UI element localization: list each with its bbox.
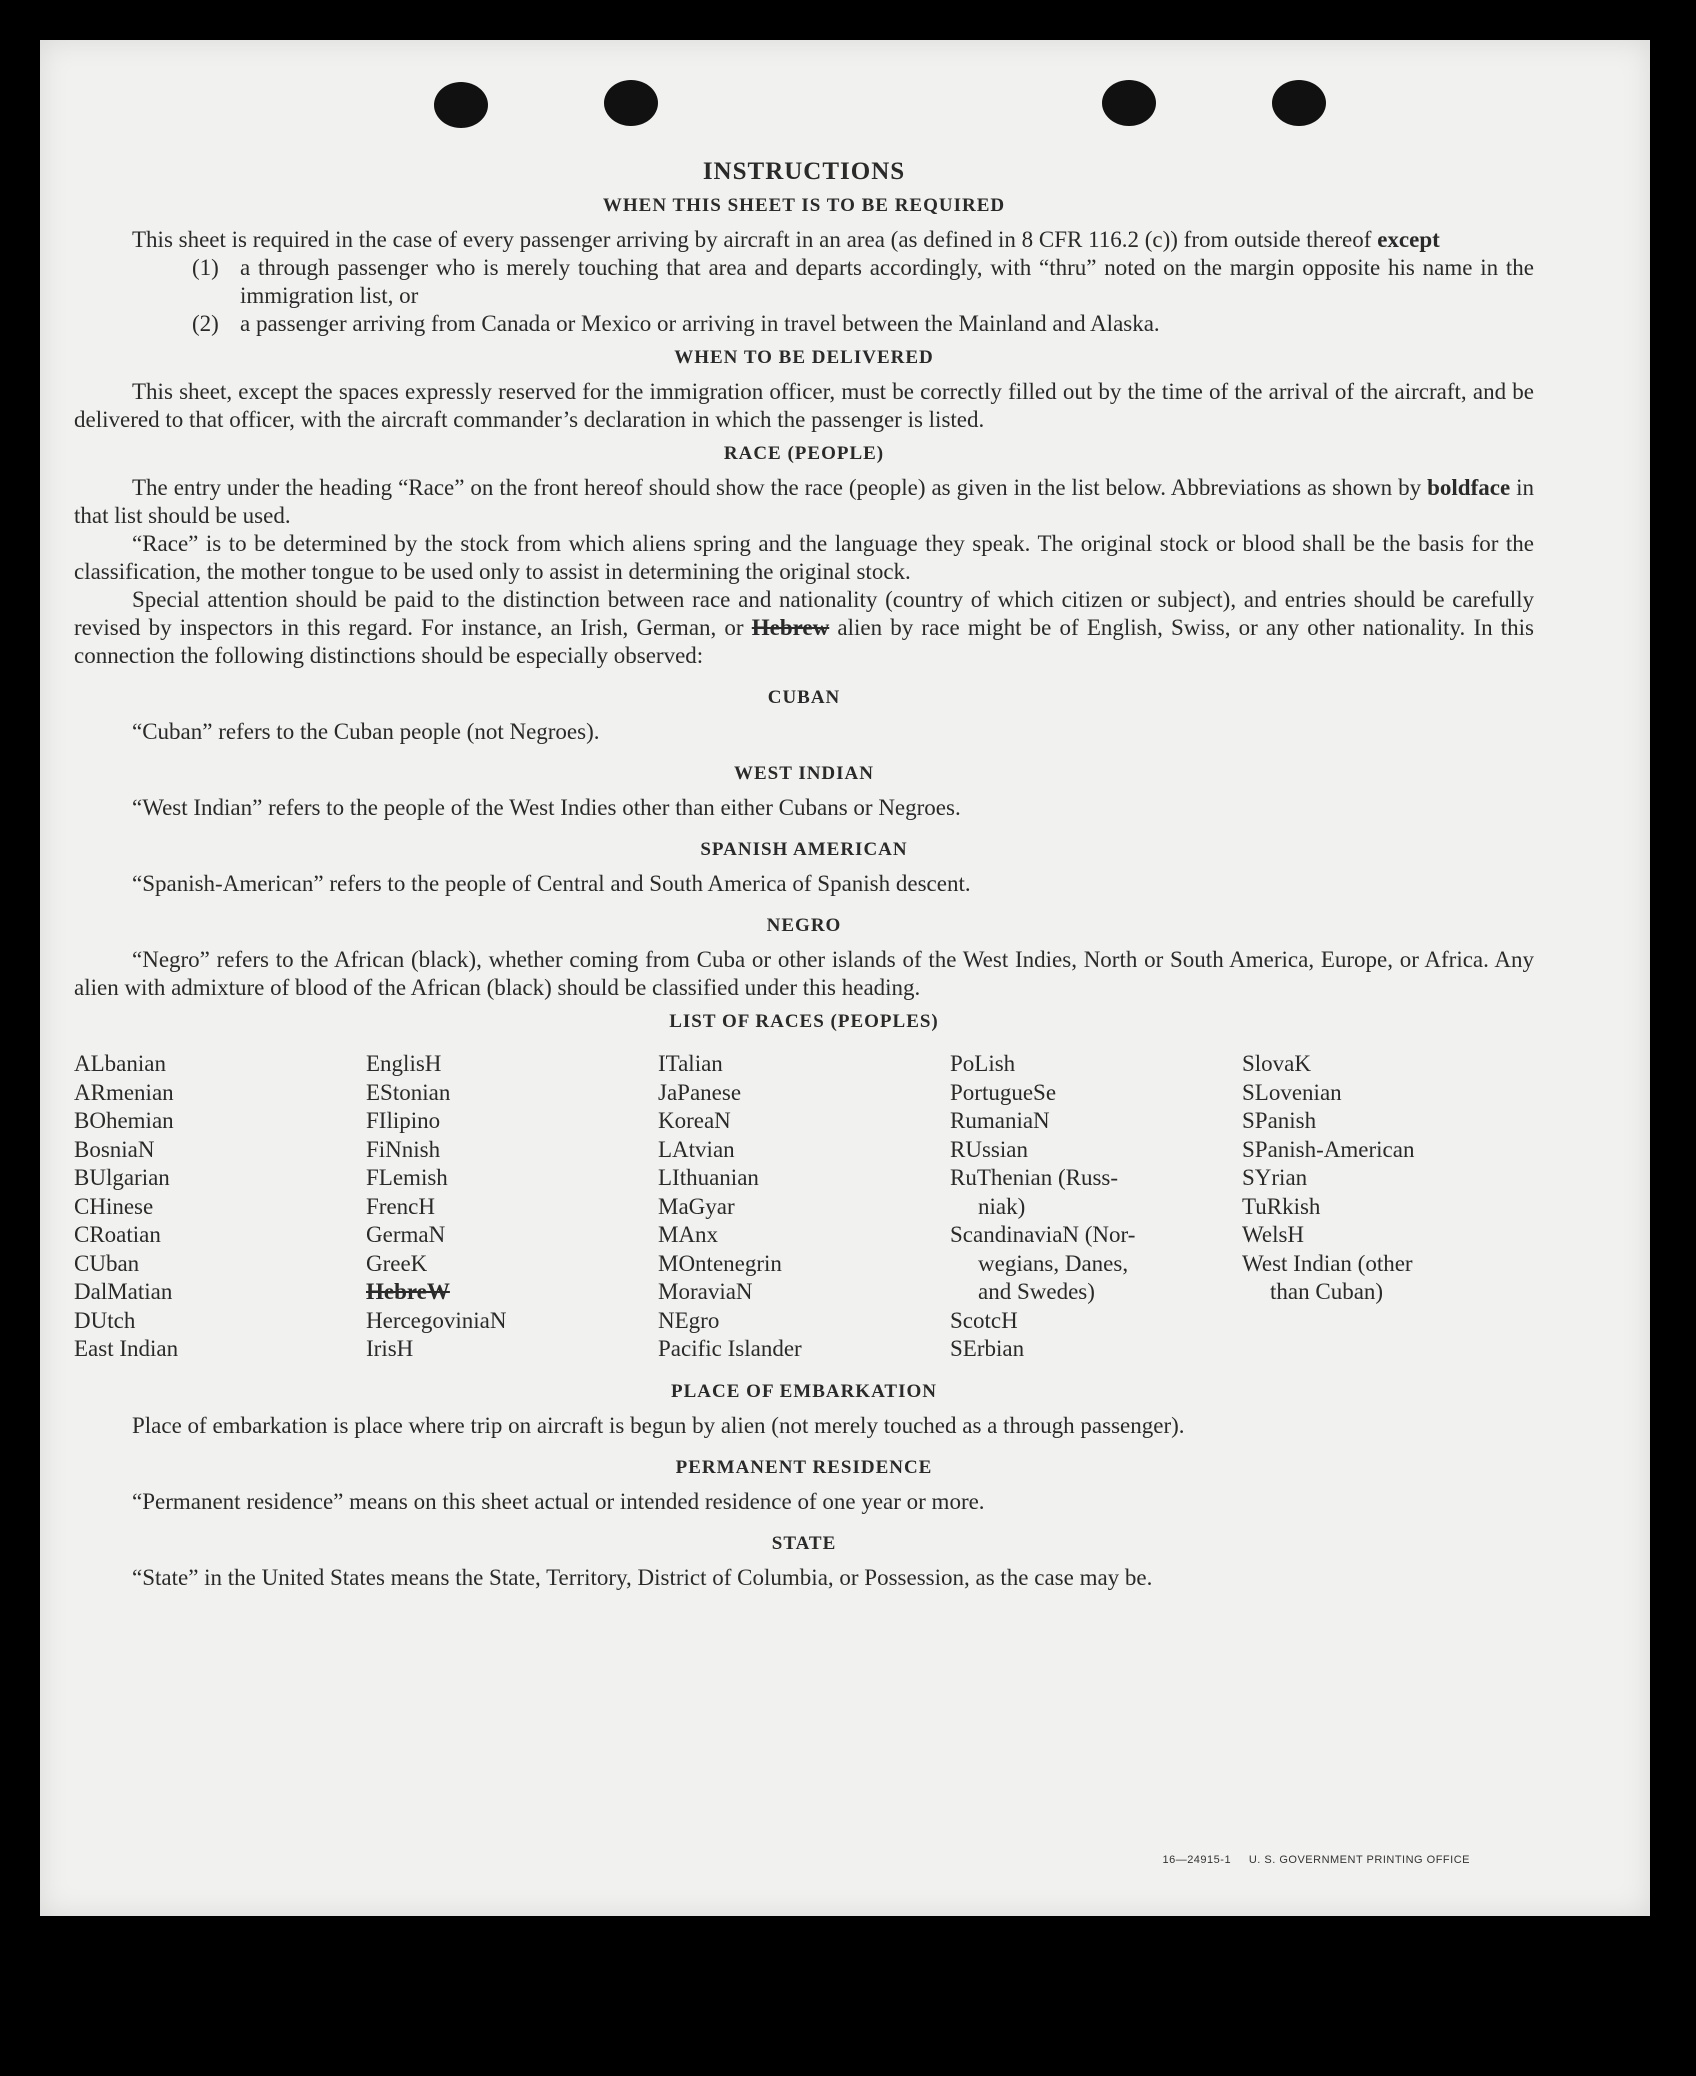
race-entry: MaGyar: [658, 1193, 735, 1219]
races-column: [1242, 1050, 1534, 1364]
race-entry: SLovenian: [1242, 1079, 1342, 1105]
race-entry: ScandinaviaN (Nor-: [950, 1222, 1136, 1247]
required-intro-text: This sheet is required in the case of every passenger arriving by aircraft in an area (as defined in 8 CFR 116.2 (c)) from outside thereof: [132, 227, 1372, 252]
race-entry: GermaN: [366, 1222, 446, 1247]
race-entry: FiNnish: [366, 1136, 441, 1162]
race-entry: DUtch: [74, 1307, 136, 1333]
race-p3-b: alien by race might be of English, Swiss, or any other nationality. In this connection the following distinctions should be especially observed:: [74, 615, 1535, 668]
race-entry: PoLish: [950, 1051, 1016, 1076]
item-text: a passenger arriving from Canada or Mexico or arriving in travel between the Mainland and Alaska.: [240, 311, 1160, 336]
race-entry: CRoatian: [74, 1222, 161, 1247]
heading-negro: NEGRO: [766, 915, 842, 936]
cuban-text: “Cuban” refers to the Cuban people (not Negroes).: [132, 719, 600, 744]
struck-word: Hebrew: [751, 615, 830, 640]
race-paragraph-2: “Race” is to be determined by the stock from which aliens spring and the language they speak. The original stock or blood shall be the basis for the classification, the mother tongue to be used only to assist in determining the original stock.: [74, 531, 1534, 584]
race-entry: KoreaN: [658, 1108, 731, 1133]
heading-spanish-american: SPANISH AMERICAN: [700, 839, 908, 860]
race-entry: SYrian: [1242, 1165, 1308, 1190]
races-column: [658, 1050, 950, 1364]
race-entry: LAtvian: [658, 1136, 735, 1162]
race-entry: WelsH: [1242, 1222, 1305, 1247]
item-number: (1): [192, 255, 219, 280]
race-entry: East Indian: [74, 1336, 179, 1361]
race-p1-bold: boldface: [1427, 475, 1511, 500]
race-entry: IrisH: [366, 1336, 414, 1361]
spanish-american-text: “Spanish-American” refers to the people of Central and South America of Spanish descent.: [132, 871, 971, 896]
races-column: [366, 1050, 658, 1364]
race-entry: GreeK: [366, 1250, 428, 1276]
heading-delivered: WHEN TO BE DELIVERED: [674, 347, 934, 368]
race-entry: MOntenegrin: [658, 1250, 782, 1276]
heading-cuban: CUBAN: [767, 687, 841, 708]
heading-residence: PERMANENT RESIDENCE: [675, 1456, 933, 1478]
heading-embarkation: PLACE OF EMBARKATION: [671, 1380, 937, 1402]
race-entry: Pacific Islander: [658, 1336, 802, 1361]
race-entry: NEgro: [658, 1307, 720, 1333]
race-paragraph-1: [74, 474, 1534, 530]
required-intro: [74, 226, 1534, 254]
form-number: [1162, 1854, 1470, 1866]
race-p1-b: in that list should be used.: [74, 475, 1535, 528]
race-entry: PortugueSe: [950, 1079, 1057, 1105]
race-entry: MAnx: [658, 1222, 719, 1247]
punch-hole: [434, 82, 488, 128]
required-item: [192, 254, 1534, 310]
negro-text: “Negro” refers to the African (black), whether coming from Cuba or other islands of the West Indies, North or South America, Europe, or Africa. Any alien with admixture of blood of the African (black) should be classified under this heading.: [74, 947, 1534, 1000]
race-entry: EnglisH: [366, 1051, 442, 1076]
race-entry: FrencH: [366, 1193, 435, 1219]
race-entry: SPanish-American: [1242, 1136, 1415, 1162]
heading-races-list: LIST OF RACES (PEOPLES): [669, 1011, 939, 1032]
required-item: [192, 310, 1534, 338]
race-entry: SErbian: [950, 1336, 1025, 1361]
race-entry: CHinese: [74, 1193, 154, 1219]
race-entry: ALbanian: [74, 1051, 166, 1076]
punch-hole: [1272, 80, 1326, 126]
race-entry: HercegoviniaN: [366, 1307, 507, 1333]
race-entry: SlovaK: [1242, 1051, 1311, 1076]
race-entry: ScotcH: [950, 1307, 1018, 1333]
page-title: INSTRUCTIONS: [702, 158, 906, 185]
race-p1-a: The entry under the heading “Race” on the front hereof should show the race (people) as given in the list below. Abbreviations as shown by: [132, 475, 1422, 500]
item-text: a through passenger who is merely touching that area and departs accordingly, with “thru” noted on the margin opposite his name in the immigration list, or: [240, 255, 1534, 308]
race-p3-a: Special attention should be paid to the distinction between race and nationality (country of which citizen or subject), and entries should be carefully revised by inspectors in this regard. For instance, an Irish, German, or: [74, 587, 1534, 640]
punch-hole: [604, 80, 658, 126]
state-text: “State” in the United States means the State, Territory, District of Columbia, or Possession, as the case may be.: [132, 1564, 1153, 1590]
race-entry: EStonian: [366, 1079, 451, 1105]
required-intro-bold: except: [1377, 227, 1440, 252]
race-entry: BUlgarian: [74, 1165, 170, 1190]
race-entry: RumaniaN: [950, 1108, 1050, 1133]
race-entry: DalMatian: [74, 1279, 173, 1304]
item-number: (2): [192, 311, 219, 336]
race-entry: ITalian: [658, 1051, 723, 1076]
printer-name: U. S. GOVERNMENT PRINTING OFFICE: [1248, 1854, 1470, 1866]
race-entry: FIlipino: [366, 1108, 441, 1133]
race-entry: niak): [978, 1193, 1026, 1219]
race-entry: ARmenian: [74, 1079, 174, 1105]
race-entry: BOhemian: [74, 1108, 174, 1133]
race-entry: wegians, Danes,: [978, 1250, 1129, 1276]
races-column: [950, 1050, 1242, 1364]
race-entry: RuThenian (Russ-: [950, 1165, 1119, 1190]
heading-required: WHEN THIS SHEET IS TO BE REQUIRED: [602, 195, 1006, 216]
delivered-text: This sheet, except the spaces expressly reserved for the immigration officer, must be correctly filled out by the time of the arrival of the aircraft, and be delivered to that officer, with the aircraft commander’s declaration in which the passenger is listed.: [74, 379, 1534, 432]
race-entry: RUssian: [950, 1136, 1028, 1162]
form-code: 16—24915-1: [1162, 1854, 1232, 1866]
race-entry: and Swedes): [978, 1279, 1095, 1304]
races-list: [74, 1050, 1534, 1364]
race-entry: HebreW: [366, 1279, 450, 1304]
race-entry: BosniaN: [74, 1136, 155, 1162]
races-column: [74, 1050, 366, 1364]
heading-west-indian: WEST INDIAN: [734, 763, 874, 784]
race-entry: CUban: [74, 1250, 140, 1276]
embarkation-text: Place of embarkation is place where trip on aircraft is begun by alien (not merely touched as a through passenger).: [132, 1412, 1185, 1438]
race-entry: West Indian (other: [1242, 1250, 1413, 1276]
race-entry: TuRkish: [1242, 1193, 1321, 1219]
instructions-body: [74, 158, 1534, 1592]
punch-hole: [1102, 80, 1156, 126]
race-entry: than Cuban): [1270, 1279, 1384, 1304]
race-entry: SPanish: [1242, 1108, 1317, 1133]
heading-race: RACE (PEOPLE): [723, 443, 885, 464]
race-entry: FLemish: [366, 1165, 448, 1190]
race-entry: LIthuanian: [658, 1165, 759, 1190]
race-entry: MoraviaN: [658, 1279, 753, 1304]
residence-text: “Permanent residence” means on this sheet actual or intended residence of one year or more.: [132, 1488, 985, 1514]
race-entry: JaPanese: [658, 1079, 742, 1105]
heading-state: STATE: [771, 1532, 837, 1554]
west-indian-text: “West Indian” refers to the people of the West Indies other than either Cubans or Negroes.: [132, 795, 961, 820]
document-page: [40, 40, 1650, 1916]
race-paragraph-3: [74, 586, 1534, 670]
